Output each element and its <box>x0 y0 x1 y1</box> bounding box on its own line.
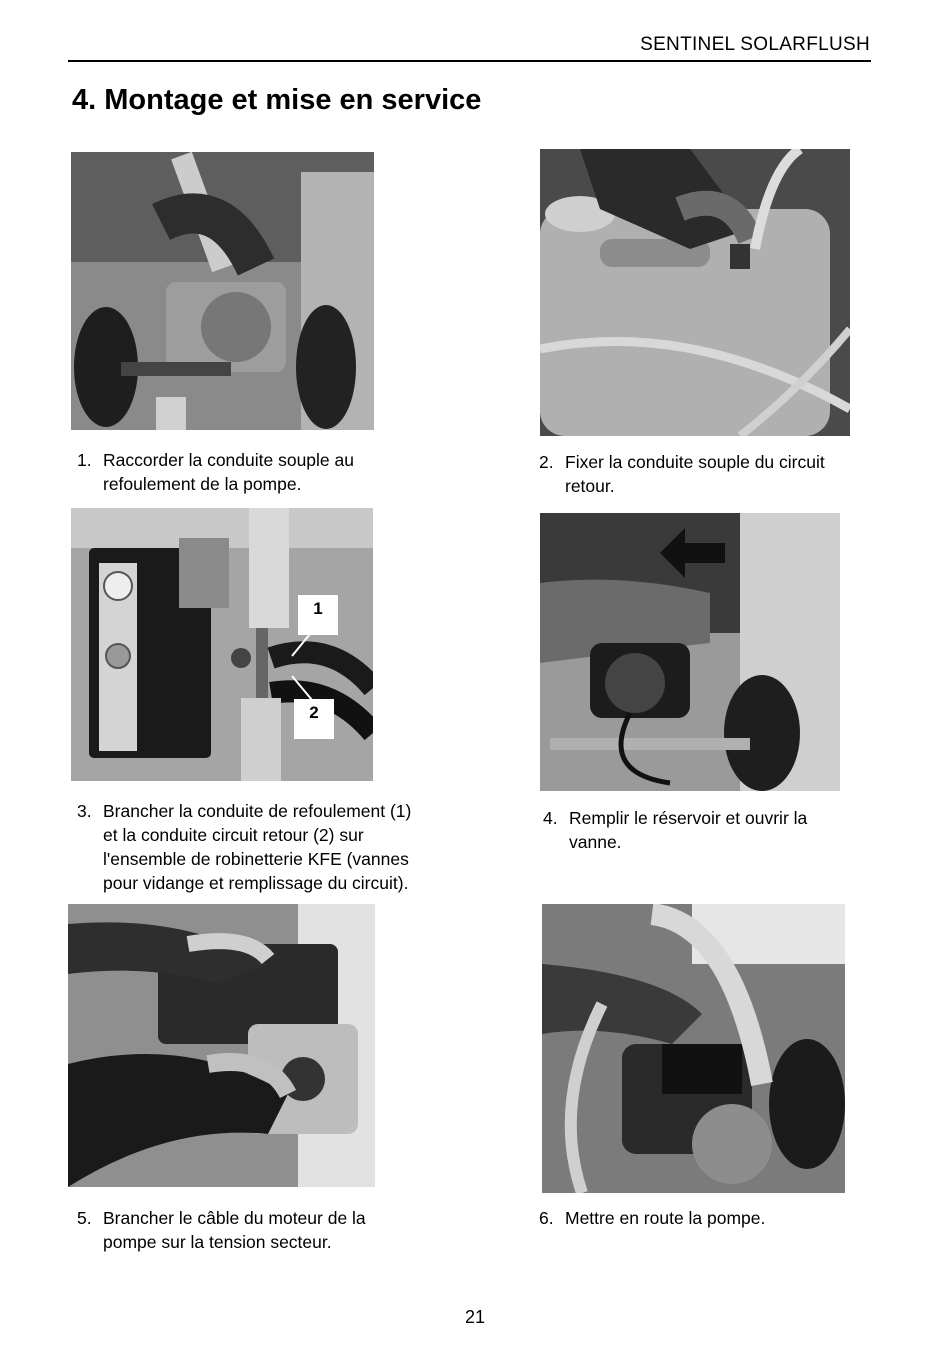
page-number: 21 <box>464 1307 486 1327</box>
step-6-caption: 6. Mettre en route la pompe. <box>539 1208 766 1228</box>
callout-2: 2 <box>294 699 334 739</box>
callout-1: 1 <box>298 595 338 635</box>
header-label: SENTINEL SOLARFLUSH <box>640 34 870 55</box>
step-2-caption: 2. Fixer la conduite souple du circuit retour. <box>539 452 825 496</box>
header-rule <box>68 60 871 62</box>
photo-step-5 <box>68 904 375 1187</box>
section-title: 4. Montage et mise en service <box>72 84 482 116</box>
step-1-caption: 1. Raccorder la conduite souple au refoulement de la pompe. <box>77 450 354 494</box>
photo-step-3 <box>71 508 373 781</box>
callout-leader-lines <box>270 620 320 710</box>
step-3-caption: 3. Brancher la conduite de refoulement (1) et la conduite circuit retour (2) sur l'ensemble de robinetterie KFE (vannes pour vidange et remplissage du circuit). <box>77 801 412 893</box>
photo-step-6 <box>542 904 845 1193</box>
photo-step-1 <box>71 152 374 430</box>
step-4-caption: 4. Remplir le réservoir et ouvrir la vanne. <box>543 808 808 852</box>
step-5-caption: 5. Brancher le câble du moteur de la pompe sur la tension secteur. <box>77 1208 366 1252</box>
photo-step-4 <box>540 513 840 791</box>
photo-step-2 <box>540 149 850 436</box>
